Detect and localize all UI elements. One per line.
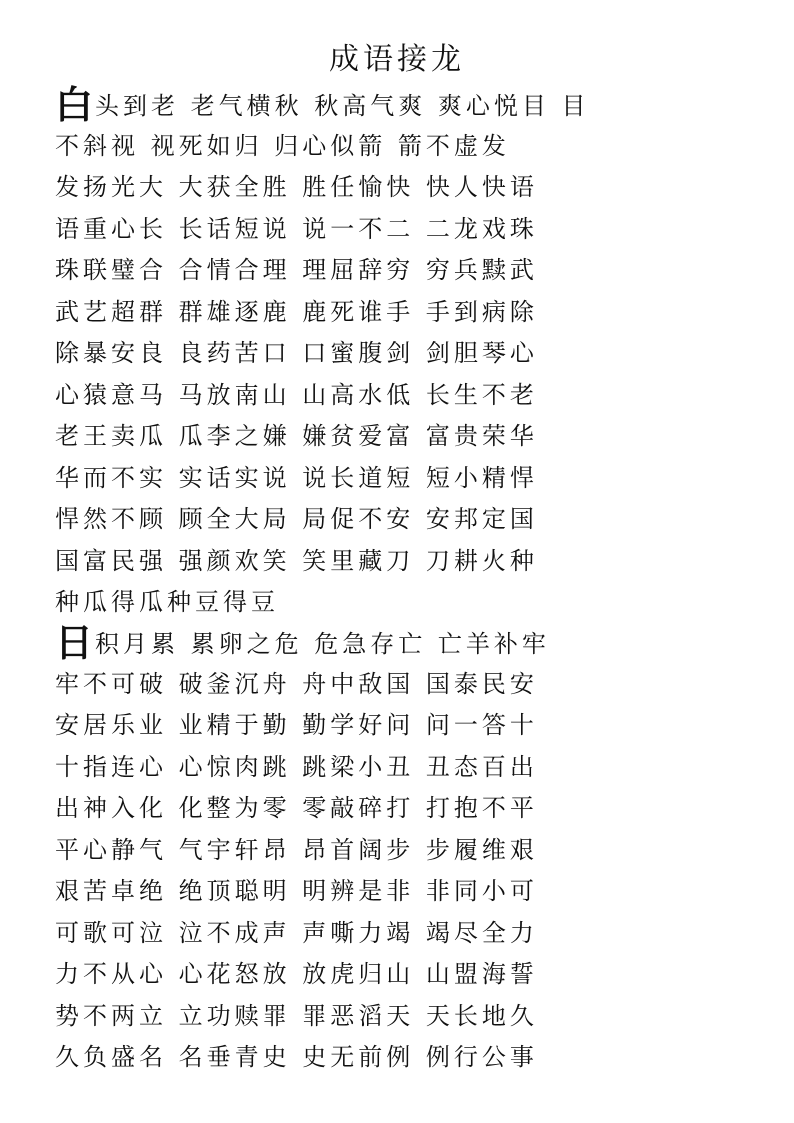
- idiom-line: 不斜视 视死如归 归心似箭 箭不虚发: [55, 131, 510, 160]
- idiom-line: 语重心长 长话短说 说一不二 二龙戏珠: [55, 214, 538, 243]
- idiom-line: 发扬光大 大获全胜 胜任愉快 快人快语: [55, 173, 538, 201]
- idiom-line: 久负盛名 名垂青史 史无前例 例行公事: [55, 1043, 538, 1071]
- idiom-text: 头到老 老气横秋 秋高气爽 爽心悦目 目: [95, 92, 590, 120]
- idiom-chain-section-1: [55, 84, 775, 624]
- idiom-line: 华而不实 实话实说 说长道短 短小精悍: [55, 463, 538, 492]
- idiom-line: 可歌可泣 泣不成声 声嘶力竭 竭尽全力: [55, 918, 538, 947]
- idiom-line: 势不两立 立功赎罪 罪恶滔天 天长地久: [55, 1001, 538, 1030]
- idiom-line: 种瓜得瓜种豆得豆: [55, 588, 279, 616]
- idiom-line: 珠联璧合 合情合理 理屈辞穷 穷兵黩武: [55, 256, 538, 284]
- page-title: 成语接龙: [329, 42, 465, 77]
- idiom-line: 武艺超群 群雄逐鹿 鹿死谁手 手到病除: [55, 297, 538, 326]
- idiom-line: 力不从心 心花怒放 放虎归山 山盟海誓: [55, 960, 538, 988]
- idiom-text: 积月累 累卵之危 危急存亡 亡羊补牢: [95, 630, 550, 658]
- idiom-line: 平心静气 气宇轩昂 昂首阔步 步履维艰: [55, 835, 538, 864]
- idiom-line: 艰苦卓绝 绝顶聪明 明辨是非 非同小可: [55, 877, 538, 905]
- idiom-line: 心猿意马 马放南山 山高水低 长生不老: [55, 380, 538, 409]
- idiom-chain-section-2: [55, 622, 775, 1079]
- idiom-line: [55, 622, 775, 664]
- idiom-line: 老王卖瓜 瓜李之嫌 嫌贫爱富 富贵荣华: [55, 422, 538, 450]
- initial-character: 白: [55, 82, 94, 127]
- idiom-line: 国富民强 强颜欢笑 笑里藏刀 刀耕火种: [55, 546, 538, 575]
- idiom-line: [55, 84, 775, 126]
- idiom-line: 悍然不顾 顾全大局 局促不安 安邦定国: [55, 505, 538, 533]
- idiom-line: 牢不可破 破釜沉舟 舟中敌国 国泰民安: [55, 669, 538, 698]
- initial-character: 日: [55, 620, 94, 665]
- idiom-line: 十指连心 心惊肉跳 跳梁小丑 丑态百出: [55, 752, 538, 781]
- idiom-line: 除暴安良 良药苦口 口蜜腹剑 剑胆琴心: [55, 339, 538, 367]
- idiom-line: 出神入化 化整为零 零敲碎打 打抱不平: [55, 794, 538, 822]
- idiom-line: 安居乐业 业精于勤 勤学好问 问一答十: [55, 711, 538, 739]
